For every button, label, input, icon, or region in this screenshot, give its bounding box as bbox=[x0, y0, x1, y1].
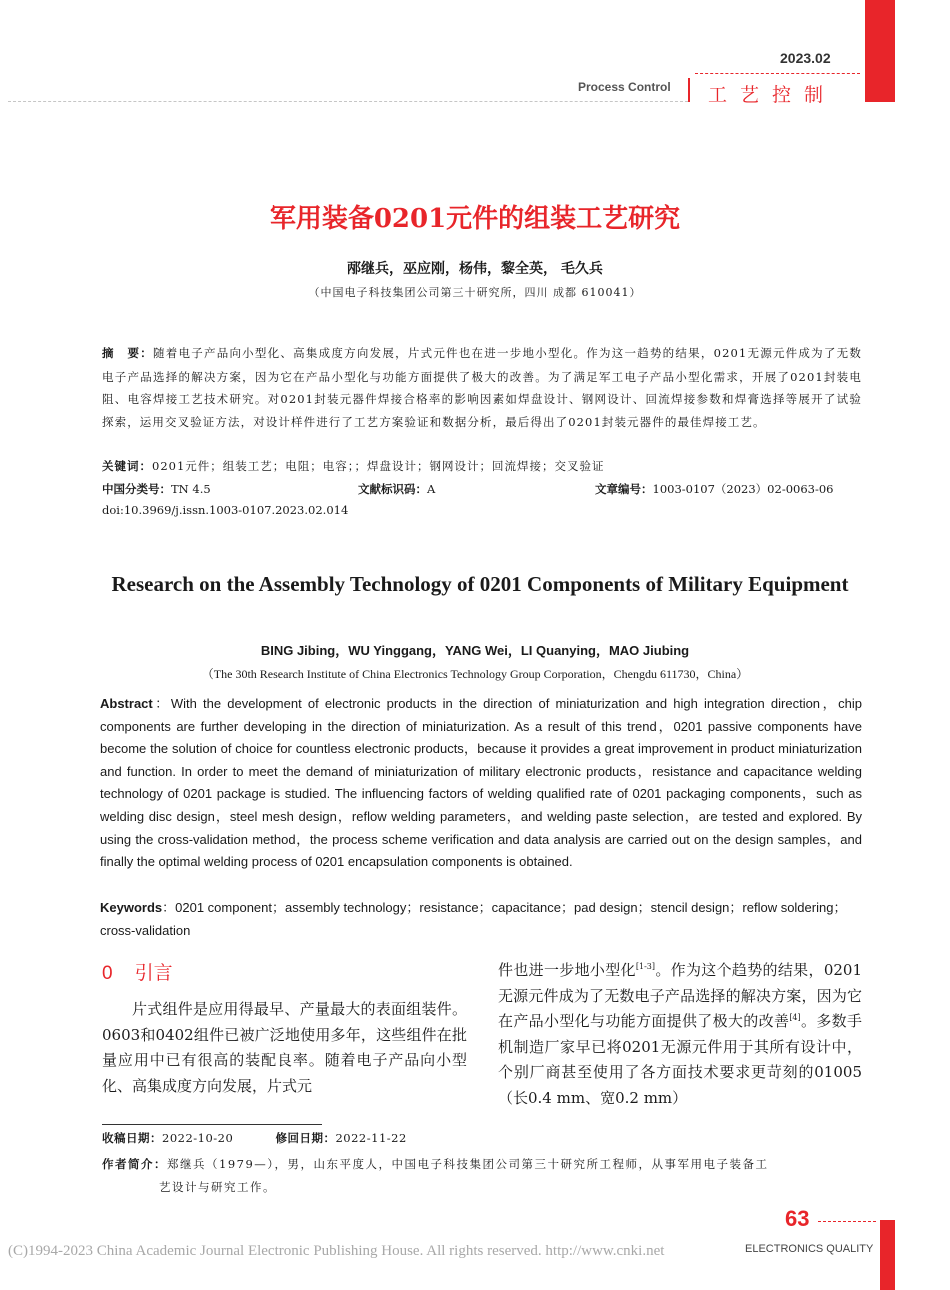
keywords-cn bbox=[102, 458, 862, 474]
section-title: 引言 bbox=[134, 963, 173, 984]
article-number-label: 文章编号： bbox=[595, 484, 653, 496]
body-text-a: 件也进一步地小型化 bbox=[498, 961, 636, 979]
document-code-label: 文献标识码： bbox=[358, 484, 427, 496]
page-number: 63 bbox=[785, 1206, 810, 1231]
clc-number bbox=[102, 481, 211, 497]
affiliation-cn: （中国电子科技集团公司第三十研究所，四川 成都 610041） bbox=[308, 286, 642, 299]
abstract-en-text: ：With the development of electronic products in the direction of miniaturization and high integration direction，chip components are further developing in the direction of miniaturization. As a result of this trend，0201 passive components have become the solution of choice for countless electronic products，because it provides a great improvement in product miniaturization and function. In order to meet the demand of miniaturization of military electronic products，resistance and capacitance welding technology of 0201 package is studied. The influencing factors of welding qualified rate of 0201 packaging components，such as welding disc design，steel mesh design，reflow welding parameters，and welding paste selection，are tested and explored. By using the cross-validation method，the process scheme verification and data analysis are carried out on the design samples，and finally the optimal welding process of 0201 encapsulation components is obtained. bbox=[100, 696, 862, 870]
body-text-c: 。多数手机制造厂家早已将0201无源元件用于其所有设计中，个别厂商甚至使用了各方面技术要求更苛刻的01005（长0.4 mm、宽0.2 mm） bbox=[498, 1012, 862, 1107]
body-paragraph-1: 片式组件是应用得最早、产量最大的表面组装件。0603和0402组件已被广泛地使用多年，这些组件在批量应用中已有很高的装配良率。随着电子产品向小型化、高集成度方向发展，片式元 bbox=[102, 1000, 467, 1095]
journal-name-en: ELECTRONICS QUALITY bbox=[745, 1243, 874, 1255]
header-divider bbox=[688, 78, 690, 102]
abstract-en bbox=[100, 693, 862, 874]
received-date: 2022-10-20 bbox=[162, 1131, 234, 1145]
issue-year: 2023.02 bbox=[780, 50, 831, 66]
affiliation-en: （The 30th Research Institute of China Electronics Technology Group Corporation，Chengdu 611730，China） bbox=[201, 667, 749, 681]
authors-cn: 邴继兵，巫应刚，杨伟，黎全英， 毛久兵 bbox=[347, 260, 603, 276]
bio-label: 作者简介： bbox=[102, 1159, 167, 1171]
body-column-left bbox=[102, 997, 467, 1099]
body-text-b: 。作为这个趋势的结果，0201无源元件成为了无数电子产品选择的解决方案，因为它在产品小型化与功能方面提供了极大的改善 bbox=[498, 961, 862, 1031]
footer-red-bar bbox=[880, 1220, 895, 1290]
revised-date: 2022-11-22 bbox=[335, 1131, 407, 1145]
footer-dotted-rule bbox=[818, 1221, 876, 1222]
section-name-en: Process Control bbox=[578, 80, 671, 94]
footnote-rule bbox=[102, 1124, 322, 1125]
clc-value: TN 4.5 bbox=[171, 482, 211, 496]
section-number: 0 bbox=[102, 963, 113, 984]
revised-label: 修回日期： bbox=[275, 1133, 336, 1145]
article-number-value: 1003-0107（2023）02-0063-06 bbox=[652, 482, 834, 496]
keywords-cn-text: 0201元件；组装工艺；电阻；电容；；焊盘设计；钢网设计；回流焊接；交叉验证 bbox=[152, 459, 605, 473]
paper-title-cn: 军用装备0201元件的组装工艺研究 bbox=[269, 204, 681, 234]
header-red-bar bbox=[865, 0, 895, 102]
cnki-copyright-watermark: (C)1994-2023 China Academic Journal Electronic Publishing House. All rights reserved. http://www.cnki.net bbox=[8, 1243, 665, 1259]
document-code-value: A bbox=[427, 482, 436, 496]
header-red-dotted-rule bbox=[695, 73, 860, 74]
received-label: 收稿日期： bbox=[102, 1133, 162, 1145]
paper-title-en: Research on the Assembly Technology of 0201 Components of Military Equipment bbox=[111, 572, 849, 596]
section-heading bbox=[102, 958, 173, 985]
keywords-cn-label: 关键词： bbox=[102, 461, 152, 473]
document-code bbox=[358, 481, 435, 497]
abstract-cn-text: 随着电子产品向小型化、高集成度方向发展，片式元件也在进一步地小型化。作为这一趋势的结果，0201无源元件成为了无数电子产品选择的解决方案，因为它在产品小型化与功能方面提供了极大的改善。为了满足军工电子产品小型化需求，开展了0201封装电阻、电容焊接工艺技术研究。对0201封装元器件焊接合格率的影响因素如焊盘设计、钢网设计、回流焊接参数和焊膏选择等展开了试验探索，运用交叉验证方法，对设计样件进行了工艺方案验证和数据分析，最后得出了0201封装元器件的最佳焊接工艺。 bbox=[102, 346, 862, 429]
article-number bbox=[595, 481, 834, 497]
doi: doi:10.3969/j.issn.1003-0107.2023.02.014 bbox=[102, 503, 349, 517]
keywords-en-label: Keywords bbox=[100, 900, 163, 915]
bio-line-1: 郑继兵（1979—），男，山东平度人，中国电子科技集团公司第三十研究所工程师，从事军用电子装备工 bbox=[167, 1157, 769, 1171]
clc-label: 中国分类号： bbox=[102, 484, 171, 496]
citation-1-3: [1-3] bbox=[635, 962, 655, 971]
abstract-cn-label: 摘 要： bbox=[102, 348, 153, 360]
citation-4: [4] bbox=[789, 1013, 801, 1023]
keywords-en bbox=[100, 897, 862, 942]
author-bio bbox=[102, 1153, 864, 1198]
header-dotted-rule bbox=[8, 101, 688, 102]
body-column-right bbox=[498, 958, 862, 1112]
authors-en: BING Jibing，WU Yinggang，YANG Wei，LI Quanying，MAO Jiubing bbox=[260, 643, 690, 658]
keywords-en-text: ：0201 component；assembly technology；resistance；capacitance；pad design；stencil design；reflow soldering；cross-validation bbox=[100, 900, 847, 938]
abstract-en-label: Abstract bbox=[100, 696, 153, 711]
abstract-cn bbox=[102, 342, 862, 433]
bio-line-2: 艺设计与研究工作。 bbox=[159, 1180, 276, 1194]
section-name-cn: 工艺控制 bbox=[708, 85, 837, 106]
footnote-dates bbox=[102, 1130, 407, 1146]
